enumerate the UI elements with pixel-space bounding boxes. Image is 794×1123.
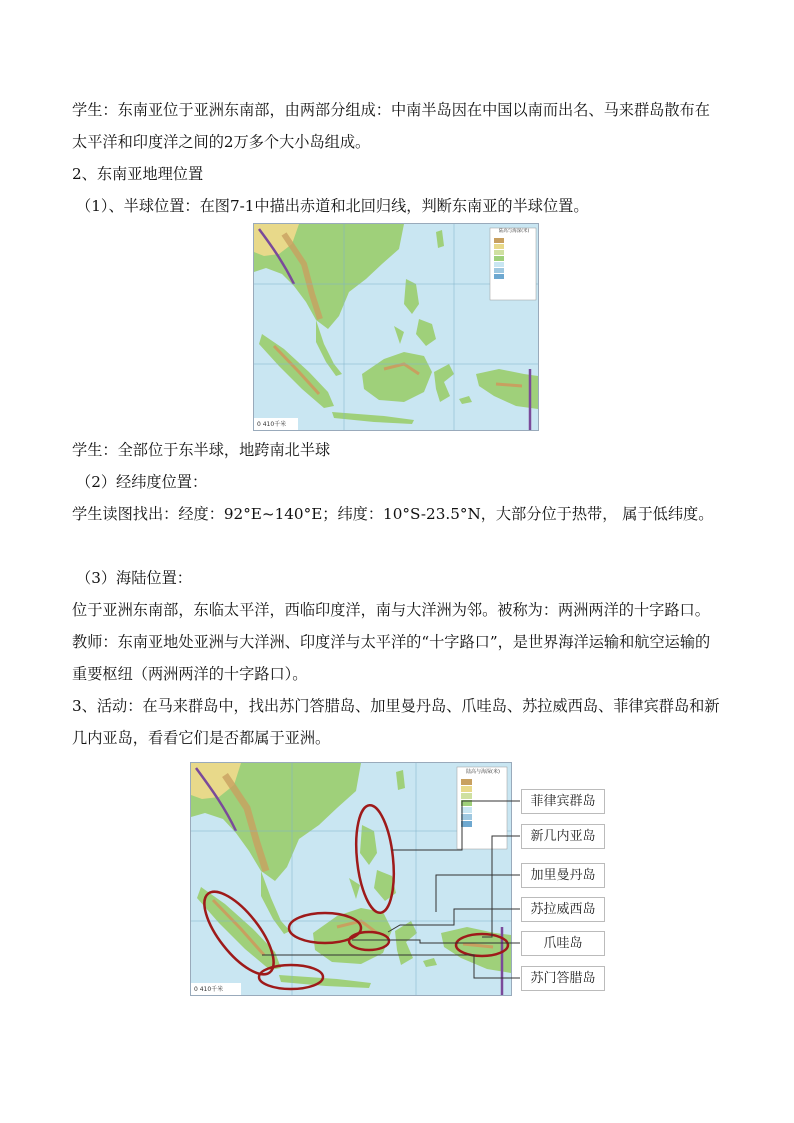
callout-sumatra: 苏门答腊岛 bbox=[521, 966, 605, 991]
heading-land-sea: （3）海陆位置： bbox=[76, 569, 192, 587]
map-legend-title: 陆高与海深(米) bbox=[498, 229, 530, 234]
paragraph-land-sea: 位于亚洲东南部，东临太平洋，西临印度洋，南与大洋洲为邻。被称为：两洲两洋的十字路口。 bbox=[72, 601, 710, 619]
callout-new-guinea: 新几内亚岛 bbox=[521, 824, 605, 849]
connector-philippines bbox=[392, 801, 520, 850]
paragraph-lat-long-answer: 学生读图找出：经度：92°E~140°E；纬度：10°S-23.5°N，大部分位于热带， 属于低纬度。 bbox=[72, 505, 714, 523]
connector-new-guinea bbox=[482, 836, 520, 937]
connector-java bbox=[352, 940, 520, 943]
heading-geo-position: 2、东南亚地理位置 bbox=[72, 165, 204, 183]
paragraph-intro: 学生：东南亚位于亚洲东南部，由两部分组成：中南半岛因在中国以南而出名、马来群岛散布在太平洋和印度洋之间的2万多个大小岛组成。 bbox=[72, 101, 710, 151]
map-scale: 0 410千米 bbox=[257, 421, 287, 428]
paragraph-teacher: 教师：东南亚地处亚洲与大洋洲、印度洋与太平洋的“十字路口”，是世界海洋运输和航空运输的重要枢纽（两洲两洋的十字路口）。 bbox=[72, 633, 711, 683]
map-legend-title: 陆高与海深(米) bbox=[466, 769, 500, 775]
callout-borneo: 加里曼丹岛 bbox=[521, 863, 605, 888]
heading-lat-long: （2）经纬度位置： bbox=[76, 473, 208, 491]
connector-borneo bbox=[436, 875, 520, 912]
paragraph-activity: 3、活动：在马来群岛中，找出苏门答腊岛、加里曼丹岛、爪哇岛、苏拉威西岛、菲律宾群岛和新几内亚岛，看看它们是否都属于亚洲。 bbox=[72, 697, 720, 747]
map-scale: 0 410千米 bbox=[194, 986, 224, 993]
connector-sulawesi bbox=[388, 909, 520, 932]
callout-sulawesi: 苏拉威西岛 bbox=[521, 897, 605, 922]
connector-sumatra bbox=[262, 955, 520, 978]
callout-philippines: 菲律宾群岛 bbox=[521, 789, 605, 814]
paragraph-hemisphere-answer: 学生：全部位于东半球，地跨南北半球 bbox=[72, 441, 331, 459]
callout-java: 爪哇岛 bbox=[521, 931, 605, 956]
paragraph-hemisphere: （1）、半球位置：在图7-1中描出赤道和北回归线，判断东南亚的半球位置。 bbox=[76, 197, 589, 215]
